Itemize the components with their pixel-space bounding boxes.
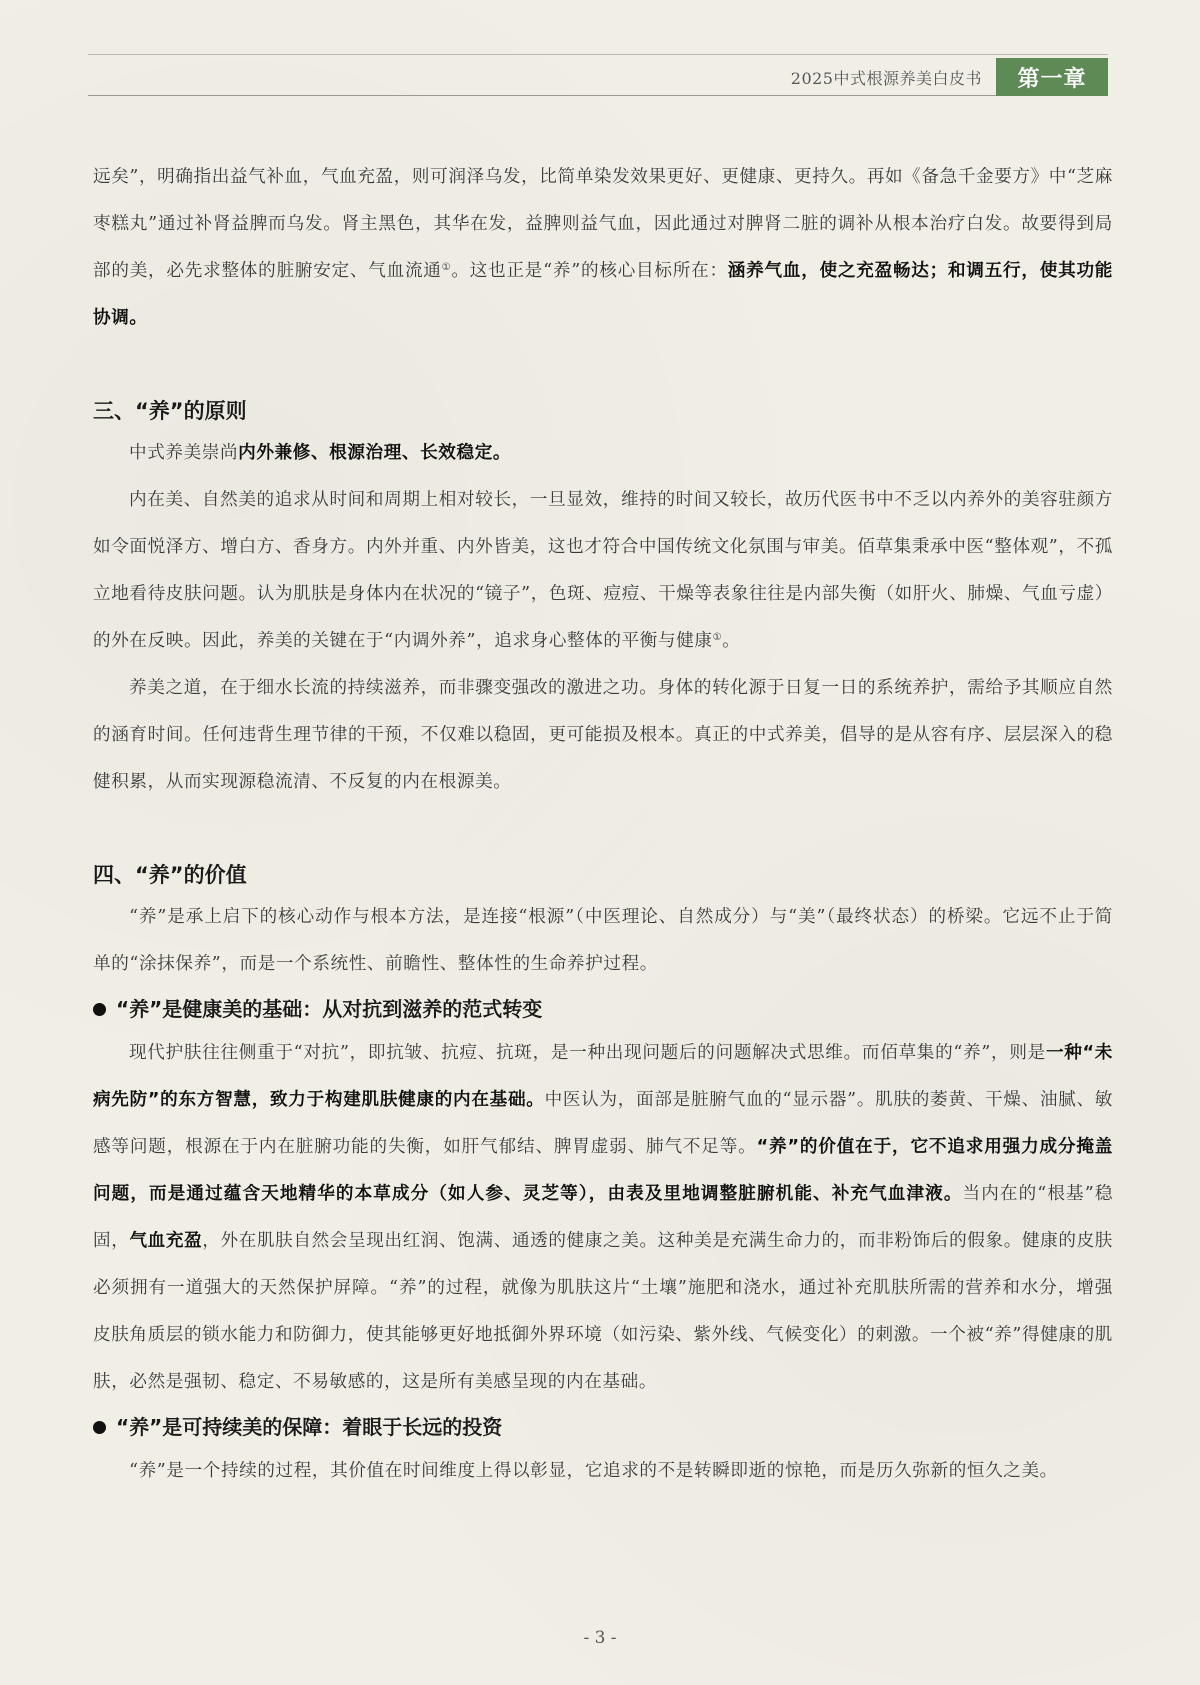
section-3-emphasis: 内外兼修、根源治理、长效稳定。 — [238, 443, 512, 463]
section-3-paragraph-1: 内在美、自然美的追求从时间和周期上相对较长，一旦显效，维持的时间又较长，故历代医书中不乏以内养外的美容驻颜方如令面悦泽方、增白方、香身方。内外并重、内外皆美，这也才符合中国传统文化氛围与审美。佰草集秉承中医“整体观”，不孤立地看待皮肤问题。认为肌肤是身体内在状况的“镜子”，色斑、痘痘、干燥等表象往往是内部失衡（如肝火、肺燥、气血亏虚）的外在反映。因此，养美的关键在于“内调外养”，追求身心整体的平衡与健康①。 — [93, 490, 1113, 651]
footnote-ref: ① — [441, 262, 452, 273]
section-4-paragraph-1: “养”是承上启下的核心动作与根本方法，是连接“根源”（中医理论、自然成分）与“美”（最终状态）的桥梁。它远不止于简单的“涂抹保养”，而是一个系统性、前瞻性、整体性的生命养护过程。 — [93, 907, 1113, 974]
bullet-2-paragraph: “养”是一个持续的过程，其价值在时间维度上得以彰显，它追求的不是转瞬即逝的惊艳，而是历久弥新的恒久之美。 — [129, 1461, 1058, 1481]
bullet-heading-1: “养”是健康美的基础：从对抗到滋养的范式转变 — [93, 988, 1113, 1030]
intro-paragraph: 远矣”，明确指出益气补血，气血充盈，则可润泽乌发，比简单染发效果更好、更健康、更持久。再如《备急千金要方》中“芝麻枣糕丸”通过补肾益脾而乌发。肾主黑色，其华在发，益脾则益气血，因此通过对脾肾二脏的调补从根本治疗白发。故要得到局部的美，必先求整体的脏腑安定、气血流通①。这也正是“养”的核心目标所在：涵养气血，使之充盈畅达；和调五行，使其功能协调。 — [93, 167, 1113, 328]
intro-emphasis: 涵养气血，使之充盈畅达；和调五行，使其功能协调。 — [93, 261, 1113, 328]
bullet-1-paragraph: 现代护肤往往侧重于“对抗”，即抗皱、抗痘、抗斑，是一种出现问题后的问题解决式思维。而佰草集的“养”，则是一种“未病先防”的东方智慧，致力于构建肌肤健康的内在基础。中医认为，面部是脏腑气血的“显示器”。肌肤的萎黄、干燥、油腻、敏感等问题，根源在于内在脏腑功能的失衡，如肝气郁结、脾胃虚弱、肺气不足等。“养”的价值在于，它不追求用强力成分掩盖问题，而是通过蕴含天地精华的本草成分（如人参、灵芝等），由表及里地调整脏腑机能、补充气血津液。当内在的“根基”稳固，气血充盈，外在肌肤自然会呈现出红润、饱满、通透的健康之美。这种美是充满生命力的，而非粉饰后的假象。健康的皮肤必须拥有一道强大的天然保护屏障。“养”的过程，就像为肌肤这片“土壤”施肥和浇水，通过补充肌肤所需的营养和水分，增强皮肤角质层的锁水能力和防御力，使其能够更好地抵御外界环境（如污染、紫外线、气候变化）的刺激。一个被“养”得健康的肌肤，必然是强韧、稳定、不易敏感的，这是所有美感呈现的内在基础。 — [93, 1043, 1114, 1392]
header-top-rule — [88, 54, 1108, 55]
page-header — [88, 54, 1108, 96]
main-content — [93, 154, 1113, 1495]
page-number: - 3 - — [583, 1628, 617, 1648]
chapter-tab: 第一章 — [996, 58, 1108, 96]
footnote-ref: ① — [712, 632, 723, 643]
bullet-icon — [93, 1003, 106, 1016]
bullet-icon — [93, 1421, 106, 1434]
section-3-heading: 三、“养”的原则 — [93, 399, 247, 423]
header-bottom-rule — [88, 95, 1108, 96]
bullet-heading-2: “养”是可持续美的保障：着眼于长远的投资 — [93, 1406, 1113, 1448]
section-3-lead: 中式养美崇尚内外兼修、根源治理、长效稳定。 — [129, 443, 512, 463]
section-3-paragraph-2: 养美之道，在于细水长流的持续滋养，而非骤变强改的激进之功。身体的转化源于日复一日的系统养护，需给予其顺应自然的涵育时间。任何违背生理节律的干预，不仅难以稳固，更可能损及根本。真正的中式养美，倡导的是从容有序、层层深入的稳健积累，从而实现源稳流清、不反复的内在根源美。 — [93, 678, 1113, 792]
section-4-heading: 四、“养”的价值 — [93, 863, 247, 887]
document-title: 2025中式根源养美白皮书 — [790, 69, 982, 88]
